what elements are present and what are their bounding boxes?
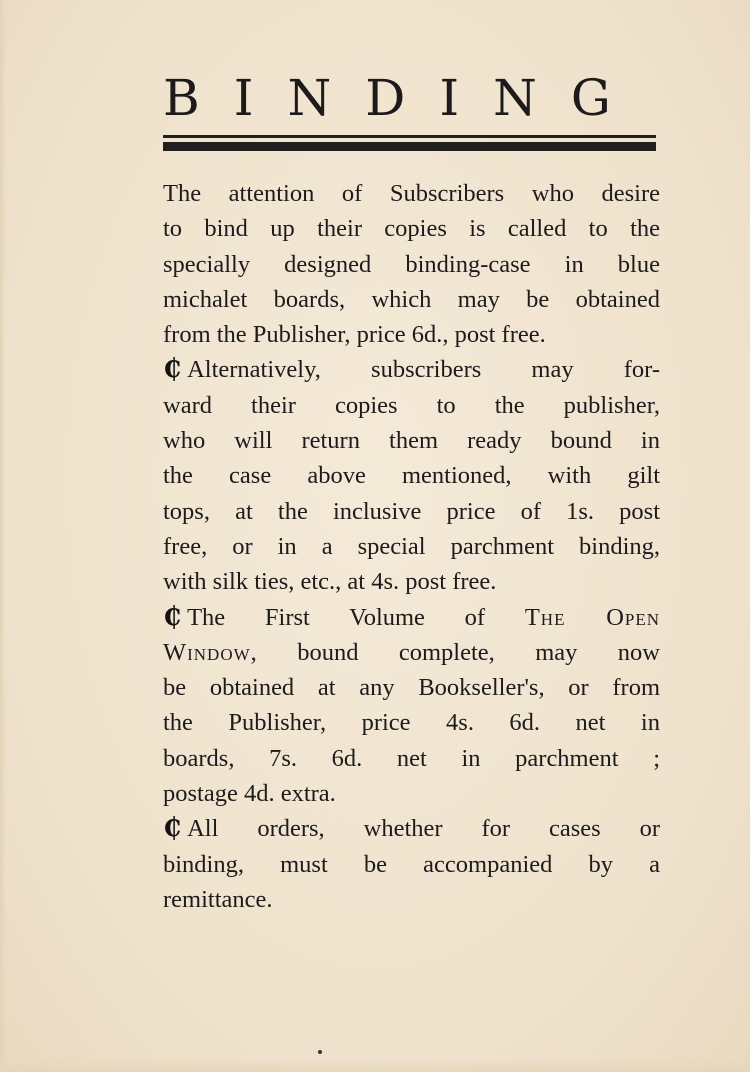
paragraph-mark-icon: ₵ xyxy=(163,813,182,844)
text-line xyxy=(163,564,660,599)
text-line xyxy=(163,317,660,352)
line-text: All orders, whether for cases or xyxy=(187,815,660,843)
text-line xyxy=(163,247,660,282)
line-text: to bind up their copies is called to the xyxy=(163,215,660,243)
paragraph xyxy=(163,600,660,812)
text-line xyxy=(163,741,660,776)
line-text: boards, 7s. 6d. net in parchment ; xyxy=(163,744,660,772)
line-text: free, or in a special parchment binding, xyxy=(163,532,660,560)
body-text xyxy=(163,176,660,917)
text-line xyxy=(163,458,660,493)
paragraph-mark-icon: ₵ xyxy=(163,354,182,385)
page-title: BINDING xyxy=(163,69,645,127)
line-text: with silk ties, etc., at 4s. post free. xyxy=(163,568,497,596)
paragraph-mark-icon: ₵ xyxy=(163,601,182,632)
line-text: The attention of Subscribers who desire xyxy=(163,180,660,207)
line-text: ward their copies to the publisher, xyxy=(163,391,660,419)
text-line xyxy=(163,670,660,705)
text-line xyxy=(163,705,660,740)
paragraph xyxy=(163,352,660,599)
text-line xyxy=(163,847,660,882)
line-text: be obtained at any Bookseller's, or from xyxy=(163,674,660,702)
text-line xyxy=(163,388,660,423)
line-text: specially designed binding-case in blue xyxy=(163,250,660,278)
text-line xyxy=(163,423,660,458)
text-line xyxy=(163,882,660,917)
text-line xyxy=(163,352,660,387)
text-line xyxy=(163,494,660,529)
page-bottom-shadow xyxy=(0,1058,750,1072)
text-line xyxy=(163,211,660,246)
line-text: Window, bound complete, may now xyxy=(163,638,660,666)
text-line xyxy=(163,811,660,846)
paragraph xyxy=(163,176,660,352)
title-rule-thick xyxy=(163,142,656,151)
line-text: from the Publisher, price 6d., post free. xyxy=(163,321,546,349)
line-text: remittance. xyxy=(163,885,273,913)
text-line xyxy=(163,282,660,317)
line-text: the Publisher, price 4s. 6d. net in xyxy=(163,709,660,737)
line-text: tops, at the inclusive price of 1s. post xyxy=(163,497,660,525)
line-text: The First Volume of The Open xyxy=(187,603,661,631)
page-edge-shadow xyxy=(0,0,6,1072)
text-line xyxy=(163,176,660,211)
text-line xyxy=(163,600,660,635)
line-text: the case above mentioned, with gilt xyxy=(163,462,660,490)
line-text: postage 4d. extra. xyxy=(163,780,336,808)
line-text: binding, must be accompanied by a xyxy=(163,850,660,878)
line-text: Alternatively, subscribers may for- xyxy=(187,356,660,384)
title-rule-thin xyxy=(163,135,656,138)
text-line xyxy=(163,529,660,564)
paper-speck xyxy=(318,1050,322,1054)
text-line xyxy=(163,635,660,670)
text-line xyxy=(163,776,660,811)
paragraph xyxy=(163,811,660,917)
line-text: michalet boards, which may be obtained xyxy=(163,285,660,313)
line-text: who will return them ready bound in xyxy=(163,427,660,455)
